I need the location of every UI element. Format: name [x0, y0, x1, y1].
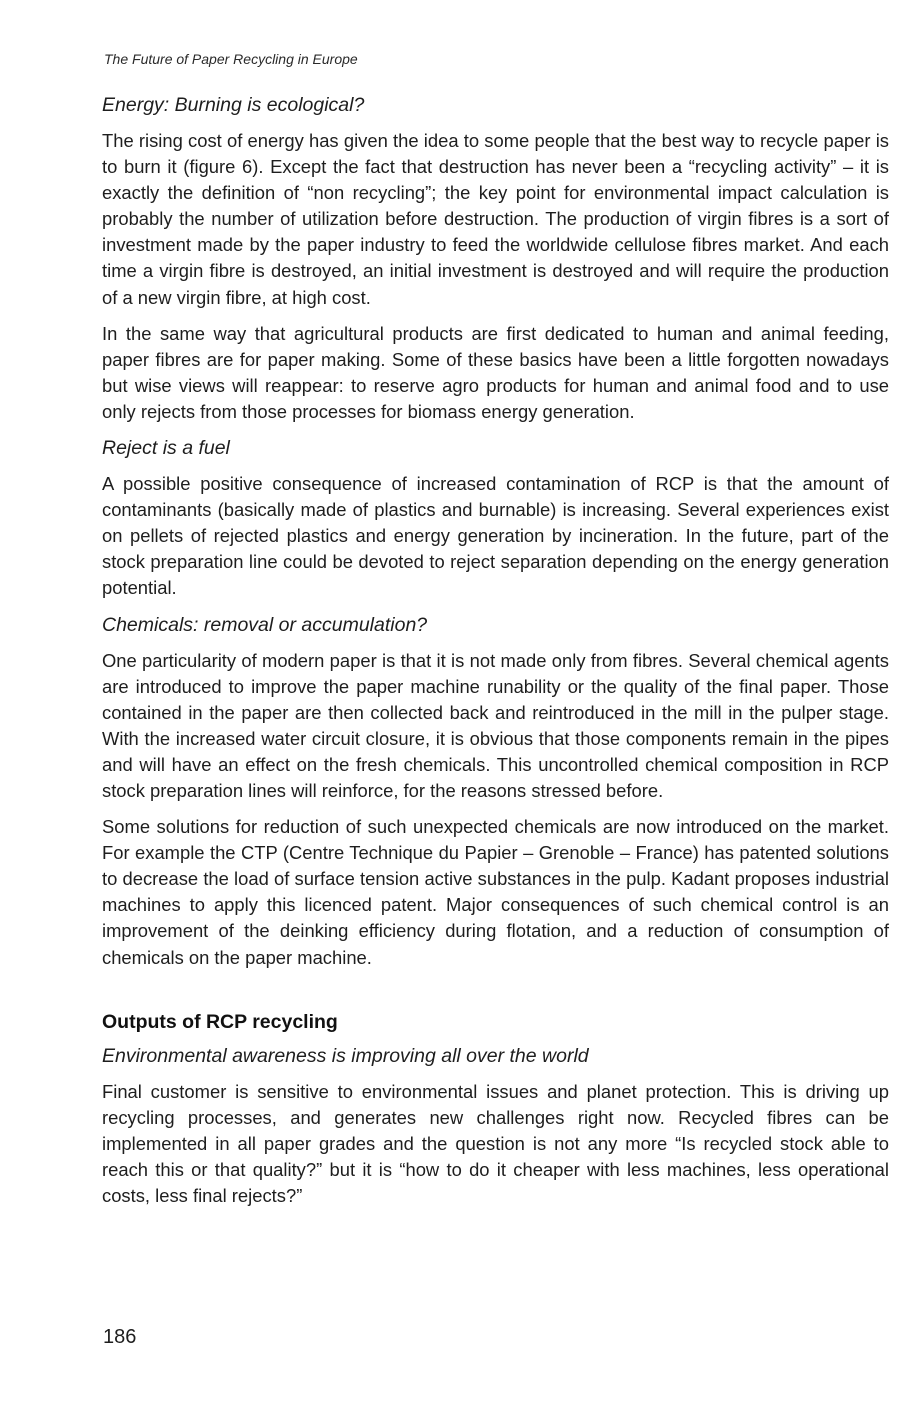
paragraph: One particularity of modern paper is that it is not made only from fibres. Several chemical agents are introduced to improve the paper machine runability or the quality of the final paper. Those contained in the paper are then collected back and reintroduced in the mill in the pulper stage. With the increased water circuit closure, it is obvious that those components remain in the pipes and will have an effect on the fresh chemicals. This uncontrolled chemical composition in RCP stock preparation lines will reinforce, for the reasons stressed before. [102, 649, 889, 801]
running-header: The Future of Paper Recycling in Europe [104, 51, 358, 67]
section-spacer [102, 981, 889, 1009]
subheading-energy: Energy: Burning is ecological? [102, 94, 365, 116]
subheading-environmental-awareness: Environmental awareness is improving all over the world [102, 1044, 589, 1067]
paragraph: Some solutions for reduction of such unexpected chemicals are now introduced on the market. For example the CTP (Centre Technique du Papier – Grenoble – France) has patented solutions to decrease the load of surface tension active substances in the pulp. Kadant proposes industrial machines to apply this licenced patent. Major consequences of such chemical control is an improvement of the deinking efficiency during flotation, and a reduction of consumption of chemicals on the paper machine. [102, 816, 889, 968]
paragraph: A possible positive consequence of increased contamination of RCP is that the amount of contaminants (basically made of plastics and burnable) is increasing. Several experiences exist on pellets of rejected plastics and energy generation by incineration. In the future, part of the stock preparation line could be devoted to reject separation depending on the energy generation potential. [102, 473, 889, 599]
page-number: 186 [103, 1326, 137, 1348]
paragraph: The rising cost of energy has given the idea to some people that the best way to recycle paper is to burn it (figure 6). Except the fact that destruction has never been a “recycling activity” – it is exactly the definition of “non recycling”; the key point for environmental impact calculation is probably the number of utilization before destruction. The production of virgin fibres is a sort of investment made by the paper industry to feed the worldwide cellulose fibres market. And each time a virgin fibre is destroyed, an initial investment is destroyed and will require the production of a new virgin fibre, at high cost. [102, 130, 889, 308]
subheading-chemicals: Chemicals: removal or accumulation? [102, 613, 428, 636]
subheading-reject-fuel: Reject is a fuel [102, 437, 230, 460]
page-body [102, 92, 889, 1219]
paragraph: In the same way that agricultural products are first dedicated to human and animal feeding, paper fibres are for paper making. Some of these basics have been a little forgotten nowadays but wise views will reappear: to reserve agro products for human and animal food and to use only rejects from those processes for biomass energy generation. [102, 322, 889, 422]
section-title-outputs: Outputs of RCP recycling [102, 1010, 338, 1033]
paragraph: Final customer is sensitive to environmental issues and planet protection. This is driving up recycling processes, and generates new challenges right now. Recycled fibres can be implemented in all paper grades and the question is not any more “Is recycled stock able to reach this or that quality?” but it is “how to do it cheaper with less machines, less operational costs, less final rejects?” [102, 1080, 889, 1206]
